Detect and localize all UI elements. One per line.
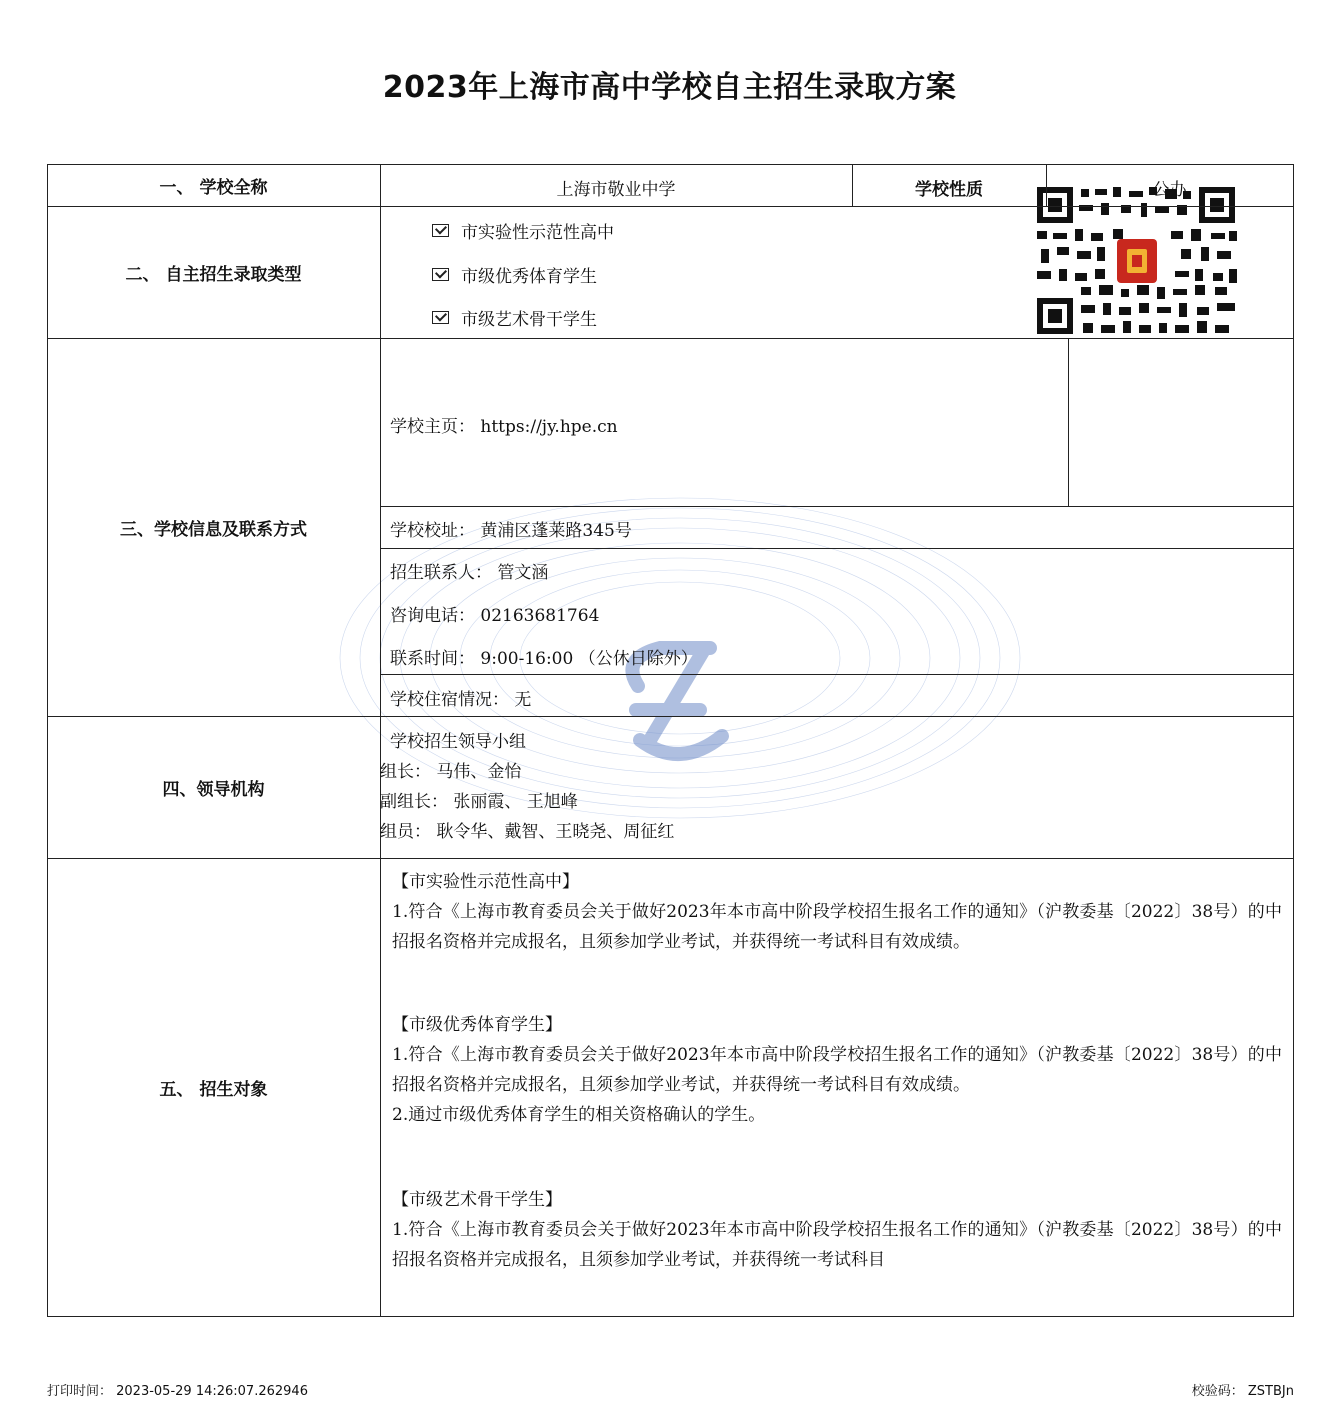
print-time: 打印时间： 2023-05-29 14:26:07.262946 bbox=[47, 1384, 308, 1399]
school-nature-label: 学校性质 bbox=[915, 180, 983, 200]
deputy-text: 副组长： 张丽霞、 王旭峰 bbox=[380, 792, 578, 812]
target-item: 1.符合《上海市教育委员会关于做好2023年本市高中阶段学校招生报名工作的通知》（沪教委基〔2022〕38号）的中招报名资格并完成报名，且须参加学业考试，并获得统一考试科目有效成绩。 bbox=[392, 1045, 1282, 1095]
admission-type-option bbox=[432, 305, 597, 330]
target-section bbox=[392, 1010, 1282, 1130]
phone-text: 咨询电话： 02163681764 bbox=[390, 606, 600, 626]
admission-type-option bbox=[432, 262, 597, 287]
check-code: 校验码： ZSTBJn bbox=[1191, 1384, 1294, 1399]
target-section-heading: 【市级优秀体育学生】 bbox=[392, 1015, 562, 1035]
admission-table bbox=[47, 164, 1294, 1317]
admission-type-label: 二、 自主招生录取类型 bbox=[125, 264, 302, 285]
target-section bbox=[392, 867, 1282, 957]
checked-box-icon bbox=[432, 311, 449, 324]
members-text: 组员： 耿令华、戴智、王晓尧、周征红 bbox=[380, 822, 675, 842]
checked-box-icon bbox=[432, 224, 449, 237]
target-item: 2.通过市级优秀体育学生的相关资格确认的学生。 bbox=[392, 1105, 766, 1125]
admission-type-option-label: 市实验性示范性高中 bbox=[461, 223, 614, 243]
leader-text: 组长： 马伟、金怡 bbox=[380, 762, 522, 782]
school-name-value: 上海市敬业中学 bbox=[556, 180, 676, 200]
address-text: 学校校址： 黄浦区蓬莱路345号 bbox=[390, 521, 632, 541]
homepage-text: 学校主页： https://jy.hpe.cn bbox=[390, 417, 618, 437]
admission-type-option-label: 市级艺术骨干学生 bbox=[461, 310, 597, 330]
school-name-label: 一、 学校全称 bbox=[159, 177, 268, 198]
target-section-heading: 【市实验性示范性高中】 bbox=[392, 872, 579, 892]
leadership-heading: 学校招生领导小组 bbox=[390, 732, 526, 752]
page-title: 2023年上海市高中学校自主招生录取方案 bbox=[382, 70, 957, 105]
target-section bbox=[392, 1185, 1282, 1275]
target-item: 1.符合《上海市教育委员会关于做好2023年本市高中阶段学校招生报名工作的通知》（沪教委基〔2022〕38号）的中招报名资格并完成报名，且须参加学业考试，并获得统一考试科目有效成绩。 bbox=[392, 902, 1282, 952]
checked-box-icon bbox=[432, 268, 449, 281]
target-section-heading: 【市级艺术骨干学生】 bbox=[392, 1190, 562, 1210]
leadership-label: 四、领导机构 bbox=[162, 779, 265, 800]
contact-person-text: 招生联系人： 管文涵 bbox=[390, 563, 549, 583]
contact-label: 三、学校信息及联系方式 bbox=[120, 519, 307, 540]
targets-label: 五、 招生对象 bbox=[159, 1079, 268, 1100]
target-item: 1.符合《上海市教育委员会关于做好2023年本市高中阶段学校招生报名工作的通知》（沪教委基〔2022〕38号）的中招报名资格并完成报名，且须参加学业考试，并获得统一考试科目 bbox=[392, 1220, 1282, 1270]
school-nature-value: 公办 bbox=[1152, 180, 1187, 200]
admission-type-option-label: 市级优秀体育学生 bbox=[461, 267, 597, 287]
hours-text: 联系时间： 9:00-16:00 （公休日除外） bbox=[390, 649, 698, 669]
dorm-text: 学校住宿情况： 无 bbox=[390, 690, 532, 710]
admission-type-option bbox=[432, 218, 614, 243]
